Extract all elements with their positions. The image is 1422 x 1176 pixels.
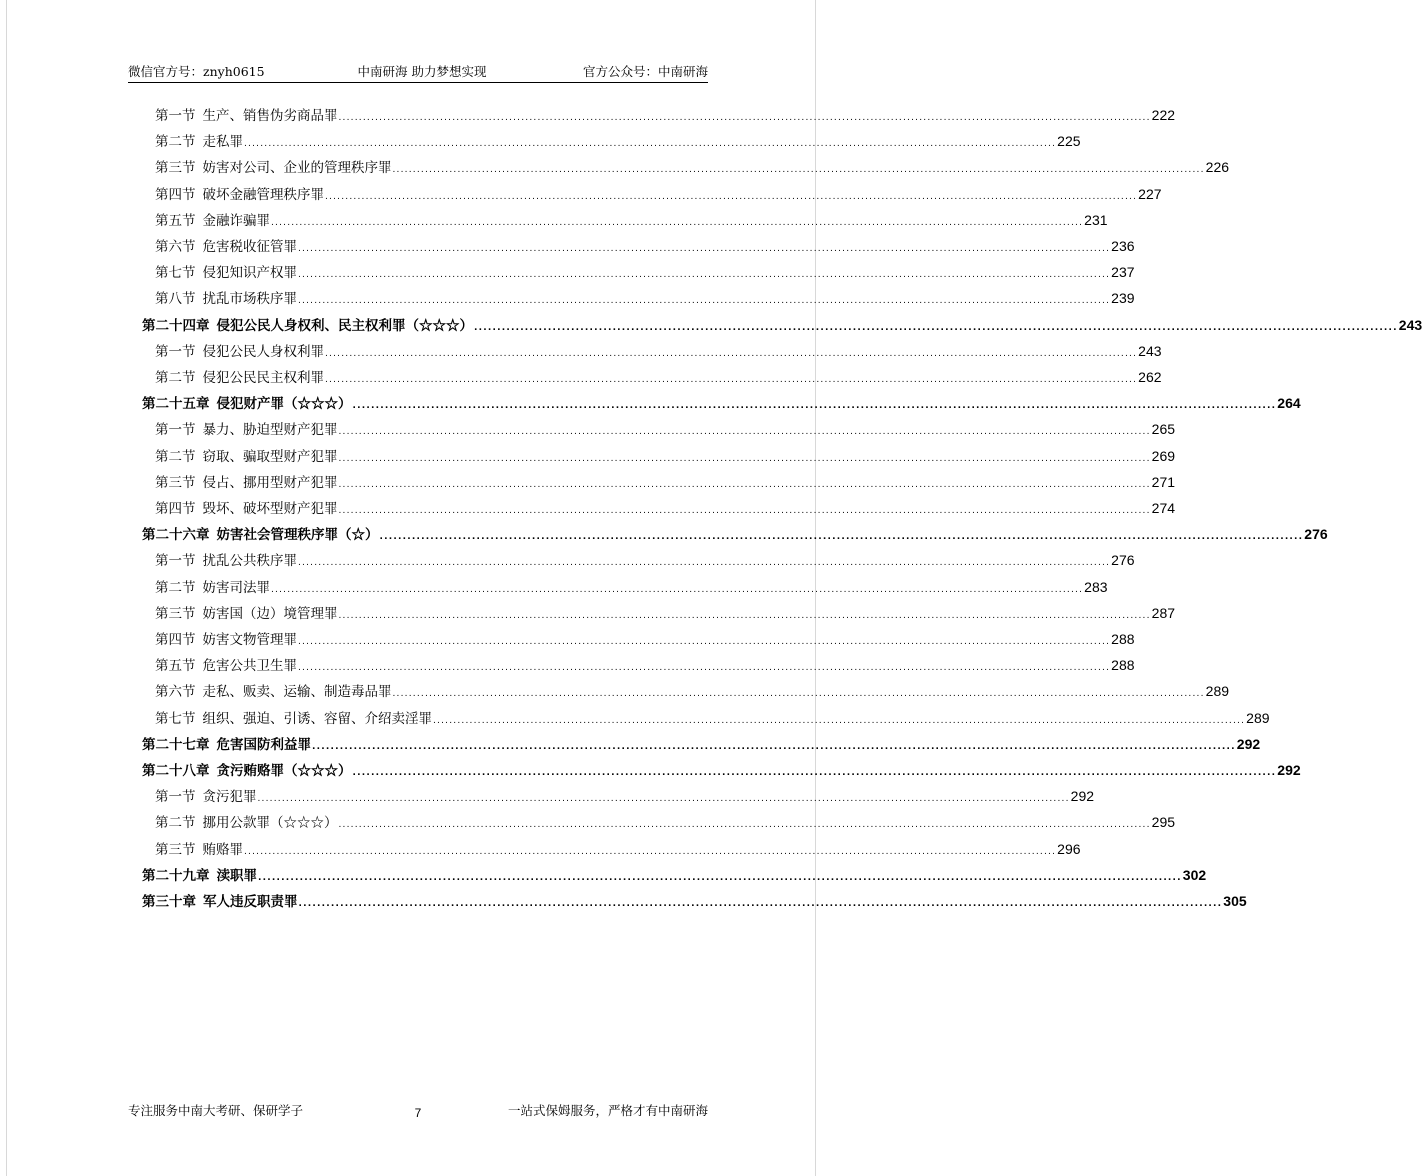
toc-page-number: 237 [1111,264,1135,281]
toc-dot-leader: ........................................................................................................................................................................................................ [474,322,1398,333]
toc-section-entry[interactable] [155,367,1162,387]
toc-section-entry[interactable] [155,341,1162,361]
toc-dot-leader: ........................................................................................................................................................................................................ [338,427,1151,438]
toc-page-number: 292 [1236,735,1261,752]
toc-dot-leader: ........................................................................................................................................................................................................ [352,768,1277,778]
toc-entry-label [155,499,338,519]
toc-page-number: 243 [1138,342,1162,359]
toc-entry-number: 第三节 [155,474,196,491]
toc-dot-leader: ........................................................................................................................................................................................................ [352,401,1277,412]
toc-entry-label [155,447,338,467]
toc-entry-title: 危害国防利益罪 [216,736,311,753]
toc-entry-number: 第二十五章 [142,396,210,413]
toc-entry-title: 妨害国（边）境管理罪 [202,605,338,622]
toc-page-number: 288 [1111,657,1135,674]
toc-entry-number: 第一节 [155,343,196,360]
toc-dot-leader: ........................................................................................................................................................................................................ [257,794,1070,805]
toc-entry-title: 侵犯公民人身权利罪 [202,343,324,360]
toc-entry-number: 第二节 [155,815,196,832]
toc-dot-leader: ........................................................................................................................................................................................................ [271,217,1084,228]
toc-entry-label [155,473,338,493]
toc-entry-title: 妨害社会管理秩序罪（☆） [216,527,379,544]
toc-entry-label [155,342,324,362]
toc-dot-leader: ........................................................................................................................................................................................................ [338,113,1151,123]
toc-section-entry[interactable] [155,839,1081,859]
toc-page-number: 289 [1205,683,1230,700]
page-footer [128,1102,708,1120]
toc-entry-title: 走私罪 [202,134,243,151]
toc-section-entry[interactable] [155,629,1135,649]
toc-page-number: 276 [1304,526,1328,543]
toc-entry-label [155,237,297,257]
toc-chapter-entry[interactable] [142,734,1261,754]
toc-chapter-entry[interactable] [142,865,1207,885]
toc-entry-label [142,761,352,781]
toc-section-entry[interactable] [155,577,1108,597]
toc-entry-title: 贪污犯罪 [202,789,257,806]
toc-entry-label [142,525,379,545]
page-header [128,63,708,81]
page-number: 7 [414,1106,422,1120]
toc-entry-title: 侵占、挪用型财产犯罪 [202,474,338,491]
toc-dot-leader: ........................................................................................................................................................................................................ [298,663,1111,674]
footer-right-text: 一站式保姆服务，严格才有中南研海 [507,1103,708,1118]
toc-page-number: 226 [1205,159,1230,176]
toc-dot-leader: ........................................................................................................................................................................................................ [244,139,1057,150]
toc-entry-number: 第四节 [155,632,196,648]
toc-entry-label [155,840,243,860]
toc-entry-number: 第二节 [155,448,196,465]
toc-page-number: 225 [1057,133,1081,150]
toc-entry-number: 第二十八章 [142,763,210,779]
toc-entry-number: 第一节 [155,789,196,806]
toc-entry-label [155,709,432,729]
toc-entry-title: 生产、销售伪劣商品罪 [202,108,338,124]
toc-page-number: 276 [1111,552,1135,569]
toc-entry-number: 第一节 [155,108,196,124]
toc-page-number: 227 [1138,185,1162,202]
toc-section-entry[interactable] [155,157,1230,177]
toc-entry-title: 侵犯公民人身权利、民主权利罪（☆☆☆） [216,317,473,334]
toc-page-number: 283 [1084,578,1108,595]
toc-dot-leader: ........................................................................................................................................................................................................ [338,506,1151,516]
toc-page-number: 271 [1151,473,1176,490]
toc-entry-label [155,656,297,676]
toc-dot-leader: ........................................................................................................................................................................................................ [244,846,1057,857]
toc-entry-title: 贪污贿赂罪（☆☆☆） [216,763,352,779]
toc-entry-number: 第二节 [155,370,196,386]
toc-page-number: 289 [1246,709,1270,726]
header-slogan: 中南研海 助力梦想实现 [357,64,487,79]
toc-entry-title: 军人违反职责罪 [203,894,298,910]
toc-dot-leader: ........................................................................................................................................................................................................ [298,270,1111,281]
toc-entry-title: 侵犯知识产权罪 [202,265,297,282]
toc-entry-number: 第二节 [155,134,196,151]
toc-entry-number: 第二十四章 [142,317,210,334]
toc-entry-label [155,630,297,650]
toc-entry-number: 第二十九章 [142,867,210,884]
toc-dot-leader: ........................................................................................................................................................................................................ [325,348,1138,359]
toc-entry-number: 第三十章 [142,894,196,910]
toc-page-number: 296 [1057,840,1081,857]
toc-section-entry[interactable] [155,786,1095,806]
toc-section-entry[interactable] [155,210,1108,230]
toc-entry-number: 第四节 [155,501,196,517]
toc-section-entry[interactable] [155,603,1176,623]
toc-section-entry[interactable] [155,498,1176,518]
toc-entry-label [155,813,338,833]
toc-entry-label [155,368,324,388]
toc-dot-leader: ........................................................................................................................................................................................................ [338,820,1151,831]
toc-entry-number: 第三节 [155,841,196,858]
toc-entry-title: 危害公共卫生罪 [202,658,297,675]
toc-page-number: 222 [1151,107,1176,123]
toc-entry-title: 妨害文物管理罪 [202,632,297,648]
toc-entry-title: 贿赂罪 [202,841,243,858]
toc-entry-label [155,211,270,231]
toc-entry-number: 第二十六章 [142,527,210,544]
toc-entry-label [155,682,392,702]
toc-section-entry[interactable] [155,681,1230,701]
toc-section-entry[interactable] [155,708,1270,728]
toc-section-entry[interactable] [155,419,1176,439]
toc-entry-label [155,132,243,152]
toc-entry-number: 第二十七章 [142,736,210,753]
toc-entry-title: 走私、贩卖、运输、制造毒品罪 [202,684,392,701]
toc-entry-number: 第五节 [155,212,196,229]
toc-entry-label [142,316,473,336]
header-official-account: 官方公众号：中南研海 [582,64,708,79]
toc-dot-leader: ........................................................................................................................................................................................................ [298,296,1111,307]
toc-entry-label [155,420,338,440]
toc-entry-label [155,106,338,126]
toc-entry-title: 侵犯公民民主权利罪 [202,370,324,386]
toc-entry-number: 第一节 [155,553,196,570]
toc-entry-number: 第六节 [155,684,196,701]
toc-page-number: 264 [1277,395,1301,412]
toc-entry-label [142,866,257,886]
toc-entry-title: 渎职罪 [216,867,257,884]
toc-page-number: 292 [1070,788,1095,805]
toc-section-entry[interactable] [155,105,1176,125]
toc-page-number: 269 [1151,447,1176,464]
toc-entry-number: 第七节 [155,710,196,727]
toc-entry-label [155,578,270,598]
toc-entry-title: 暴力、胁迫型财产犯罪 [202,422,338,439]
toc-entry-title: 扰乱市场秩序罪 [202,291,297,308]
toc-page-number: 287 [1151,604,1176,621]
header-wechat-id: 微信官方号：znyh0615 [128,64,265,79]
toc-entry-title: 毁坏、破坏型财产犯罪 [202,501,338,517]
toc-entry-title: 破坏金融管理秩序罪 [202,186,324,203]
toc-entry-label [155,289,297,309]
toc-entry-label [155,158,392,178]
toc-page-number: 295 [1151,814,1176,831]
toc-section-entry[interactable] [155,184,1162,204]
toc-entry-label [155,551,297,571]
toc-entry-title: 妨害对公司、企业的管理秩序罪 [202,160,392,177]
toc-chapter-entry[interactable] [142,393,1301,413]
toc-entry-number: 第三节 [155,605,196,622]
toc-dot-leader: ........................................................................................................................................................................................................ [258,872,1182,883]
toc-page-number: 239 [1111,290,1135,307]
toc-entry-number: 第八节 [155,291,196,308]
toc-dot-leader: ........................................................................................................................................................................................................ [433,715,1246,726]
toc-dot-leader: ........................................................................................................................................................................................................ [298,244,1111,254]
toc-dot-leader: ........................................................................................................................................................................................................ [325,191,1138,202]
toc-entry-number: 第六节 [155,239,196,255]
toc-page-number: 243 [1398,316,1422,333]
toc-entry-label [155,604,338,624]
toc-entry-title: 挪用公款罪（☆☆☆） [202,815,338,832]
toc-page-number: 302 [1182,866,1207,883]
toc-section-entry[interactable] [155,446,1176,466]
toc-entry-label [142,394,352,414]
toc-dot-leader: ........................................................................................................................................................................................................ [298,899,1223,909]
toc-page-number: 288 [1111,631,1135,647]
toc-entry-number: 第五节 [155,658,196,675]
toc-page-number: 231 [1084,211,1108,228]
toc-section-entry[interactable] [155,288,1135,308]
toc-dot-leader: ........................................................................................................................................................................................................ [271,584,1084,595]
toc-entry-title: 侵犯财产罪（☆☆☆） [216,396,352,413]
toc-entry-title: 危害税收征管罪 [202,239,297,255]
toc-entry-title: 妨害司法罪 [202,579,270,596]
toc-entry-label [142,892,298,912]
footer-left-text: 专注服务中南大考研、保研学子 [128,1103,304,1118]
toc-entry-title: 窃取、骗取型财产犯罪 [202,448,338,465]
toc-dot-leader: ........................................................................................................................................................................................................ [298,637,1111,647]
toc-dot-leader: ........................................................................................................................................................................................................ [298,558,1111,569]
toc-chapter-entry[interactable] [142,891,1247,911]
toc-entry-label [142,735,311,755]
toc-page-number: 265 [1151,421,1176,438]
toc-entry-label [155,263,297,283]
toc-page-number: 274 [1151,500,1176,516]
toc-entry-title: 金融诈骗罪 [202,212,270,229]
toc-section-entry[interactable] [155,550,1135,570]
toc-section-entry[interactable] [155,236,1135,256]
toc-entry-number: 第一节 [155,422,196,439]
toc-entry-number: 第二节 [155,579,196,596]
toc-dot-leader: ........................................................................................................................................................................................................ [392,689,1205,700]
toc-section-entry[interactable] [155,655,1135,675]
toc-entry-number: 第四节 [155,186,196,203]
toc-page-number: 305 [1223,893,1247,909]
toc-entry-label [155,185,324,205]
toc-section-entry[interactable] [155,262,1135,282]
toc-page-number: 262 [1138,369,1162,385]
toc-dot-leader: ........................................................................................................................................................................................................ [312,741,1236,752]
toc-dot-leader: ........................................................................................................................................................................................................ [325,375,1138,385]
toc-entry-number: 第三节 [155,160,196,177]
toc-chapter-entry[interactable] [142,524,1328,544]
toc-dot-leader: ........................................................................................................................................................................................................ [392,165,1205,176]
toc-dot-leader: ........................................................................................................................................................................................................ [338,610,1151,621]
toc-entry-title: 扰乱公共秩序罪 [202,553,297,570]
toc-section-entry[interactable] [155,131,1081,151]
header-rule [128,82,708,83]
toc-entry-label [155,787,257,807]
toc-dot-leader: ........................................................................................................................................................................................................ [379,532,1304,543]
toc-section-entry[interactable] [155,812,1176,832]
toc-section-entry[interactable] [155,472,1176,492]
toc-entry-number: 第七节 [155,265,196,282]
toc-page-number: 292 [1277,762,1301,778]
toc-dot-leader: ........................................................................................................................................................................................................ [338,453,1151,464]
toc-chapter-entry[interactable] [142,315,1422,335]
toc-entry-title: 组织、强迫、引诱、容留、介绍卖淫罪 [202,710,432,727]
toc-dot-leader: ........................................................................................................................................................................................................ [338,479,1151,490]
toc-chapter-entry[interactable] [142,760,1301,780]
toc-page-number: 236 [1111,238,1135,254]
page-edge [6,0,7,1176]
